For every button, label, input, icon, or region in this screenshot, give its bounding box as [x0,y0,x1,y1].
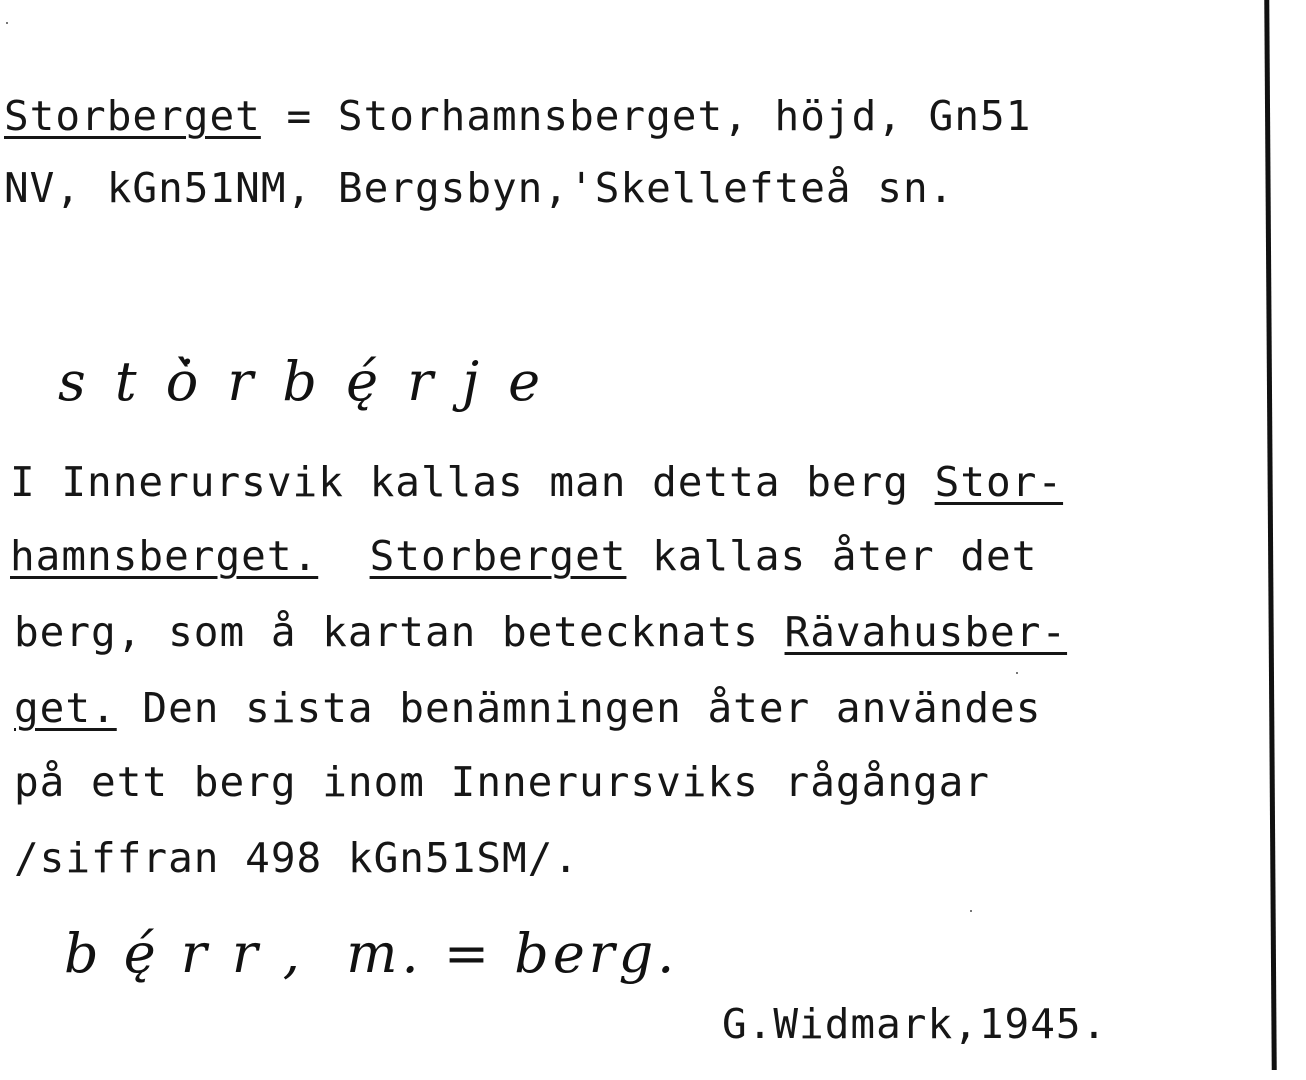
phonetic-transcription-2: b ę́ r r , m. = berg. [64,922,679,985]
equals-sign: = [260,92,338,140]
card-edge-line [1264,0,1276,1070]
speck [970,910,972,912]
body-line-2 [10,532,1038,580]
header-line-1 [4,92,1032,140]
underlined-storberget: Storberget [369,532,627,580]
header-line-1-rest: Storhamnsberget, höjd, Gn51 [337,92,1032,140]
underlined-ravahusberget-part2: get. [14,684,117,732]
speck [1016,672,1018,674]
body-line-2-text: kallas åter det [626,532,1038,580]
body-line-4 [14,684,1042,732]
signature: G.Widmark,1945. [722,1000,1108,1048]
underlined-ravahusberget-part1: Rävahusber- [784,608,1068,656]
body-line-5: på ett berg inom Innerursviks rågångar [14,758,990,806]
body-line-1-text: I Innerursvik kallas man detta berg [10,458,935,506]
underlined-storhamnsberget-part2: hamnsberget. [10,532,319,580]
header-line-2: NV, kGn51NM, Bergsbyn,'Skellefteå sn. [4,164,955,212]
speck [6,22,8,24]
underlined-storhamnsberget-part1: Stor- [934,458,1064,506]
body-line-1 [10,458,1064,506]
body-line-2-gap [318,532,369,580]
phonetic-transcription-1: s t ȯ̀ r b ę́ r j e [58,350,547,413]
body-line-6: /siffran 498 kGn51SM/. [14,834,580,882]
body-line-3-text: berg, som å kartan betecknats [14,608,785,656]
headword: Storberget [4,92,261,140]
body-line-4-text: Den sista benämningen åter användes [116,684,1042,732]
body-line-3 [14,608,1068,656]
